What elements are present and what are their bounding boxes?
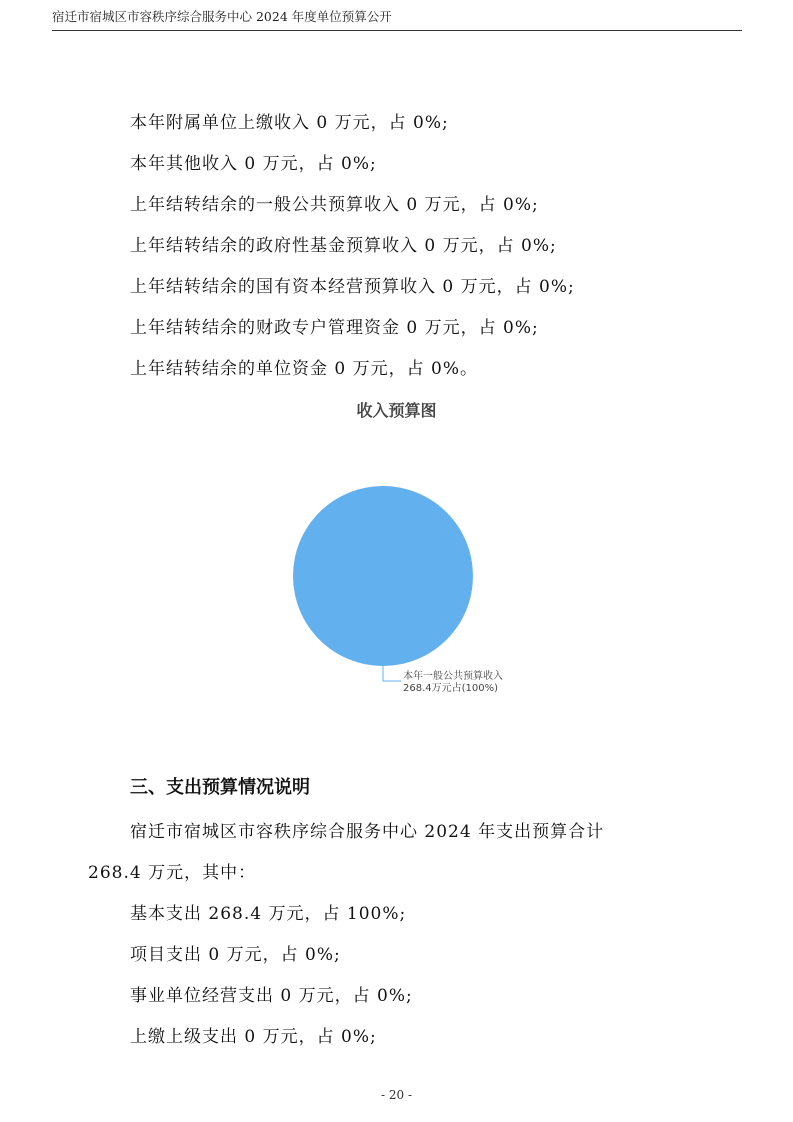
pie-label-value: 268.4万元占(100%) — [403, 683, 499, 694]
income-line-5: 上年结转结余的国有资本经营预算收入 0 万元，占 0%; — [130, 277, 575, 297]
expense-item-2: 项目支出 0 万元，占 0%; — [130, 945, 341, 965]
header-title: 宿迁市宿城区市容秩序综合服务中心 2024 年度单位预算公开 — [52, 9, 392, 24]
section3-intro-line1: 宿迁市宿城区市容秩序综合服务中心 2024 年支出预算合计 — [130, 822, 605, 842]
income-line-4: 上年结转结余的政府性基金预算收入 0 万元，占 0%; — [130, 236, 557, 256]
section3-intro-line2: 268.4 万元，其中： — [88, 863, 257, 883]
pie-slice-general-budget — [293, 486, 473, 666]
expense-item-4: 上缴上级支出 0 万元，占 0%; — [130, 1027, 377, 1047]
section3-title: 三、支出预算情况说明 — [130, 777, 310, 798]
pie-label-name: 本年一般公共预算收入 — [403, 671, 503, 682]
expense-item-1: 基本支出 268.4 万元，占 100%; — [130, 904, 407, 924]
income-line-1: 本年附属单位上缴收入 0 万元，占 0%; — [130, 113, 449, 133]
pie-leader-line — [383, 666, 401, 681]
income-line-7: 上年结转结余的单位资金 0 万元，占 0%。 — [130, 359, 478, 379]
income-line-3: 上年结转结余的一般公共预算收入 0 万元，占 0%; — [130, 195, 539, 215]
income-line-6: 上年结转结余的财政专户管理资金 0 万元，占 0%; — [130, 318, 539, 338]
page-number: - 20 - — [380, 1088, 412, 1102]
chart-title: 收入预算图 — [356, 401, 437, 420]
income-line-2: 本年其他收入 0 万元，占 0%; — [130, 154, 377, 174]
expense-item-3: 事业单位经营支出 0 万元，占 0%; — [130, 986, 413, 1006]
